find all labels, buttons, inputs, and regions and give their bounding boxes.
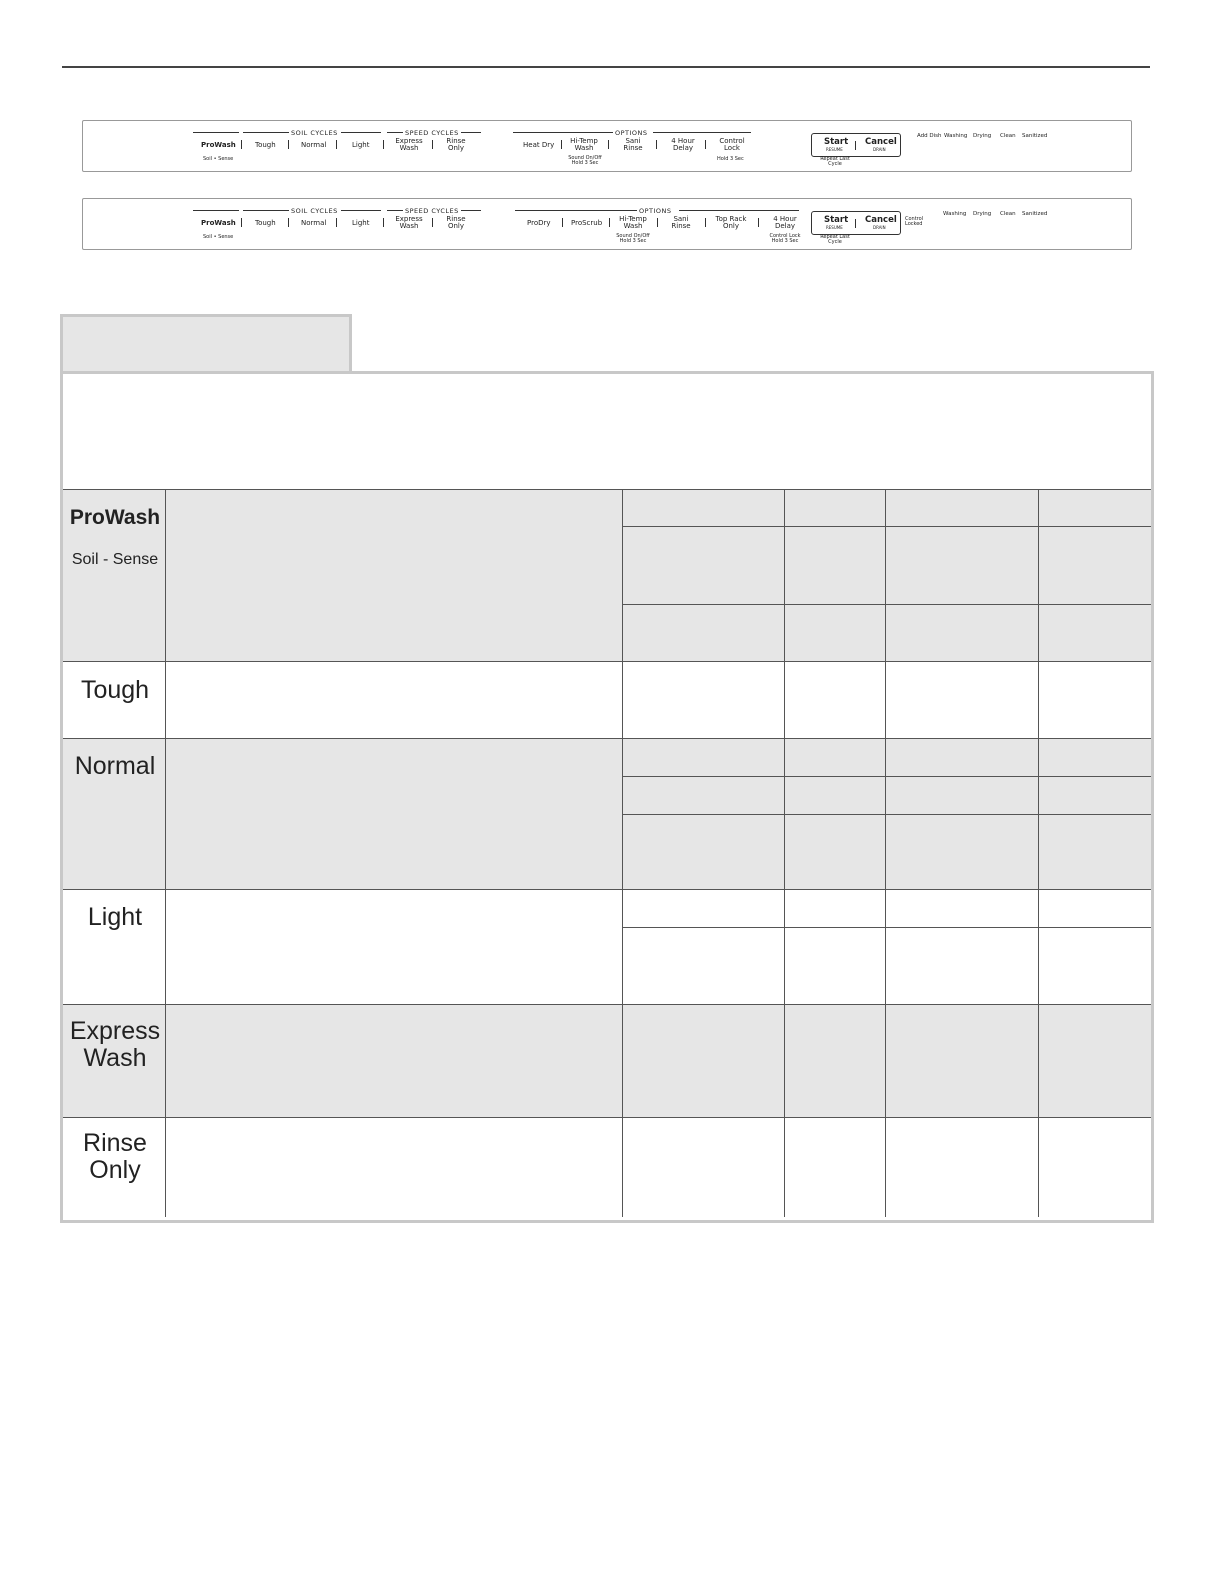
cycle-prowash[interactable]: ProWash	[201, 141, 236, 149]
cycle-rinse-only[interactable]: Rinse Only	[446, 215, 466, 230]
cycle-tough[interactable]: Tough	[255, 141, 276, 149]
cycle-name-rinse-only: Rinse Only	[83, 1129, 147, 1184]
option-4-hour-delay[interactable]: 4 Hour Delay	[671, 137, 695, 152]
control-panel-2	[82, 198, 1132, 250]
soil-cycles-label: SOIL CYCLES	[291, 129, 338, 137]
cycle-name-normal: Normal	[74, 752, 156, 780]
repeat-last-cycle-label: Repeat Last Cycle	[820, 156, 850, 167]
option-hi-temp-wash[interactable]: Hi-Temp Wash	[570, 137, 598, 152]
repeat-last-cycle-label: Repeat Last Cycle	[820, 234, 850, 245]
status-sanitized: Sanitized	[1022, 133, 1048, 139]
cycle-light[interactable]: Light	[352, 219, 370, 227]
option-proscrub[interactable]: ProScrub	[571, 219, 603, 227]
status-drying: Drying	[973, 133, 992, 139]
soil-sense-label: Soil • Sense	[203, 234, 234, 240]
cycle-express-wash[interactable]: Express Wash	[395, 215, 423, 230]
row-express-wash	[63, 1004, 1151, 1117]
start-button[interactable]: Start	[824, 137, 849, 147]
cycle-name-express-wash: Express Wash	[69, 1017, 161, 1072]
sound-hold-label: Sound On/Off Hold 3 Sec	[616, 233, 650, 244]
option-prodry[interactable]: ProDry	[527, 219, 551, 227]
soil-sense-label: Soil • Sense	[203, 156, 234, 162]
row-tough	[63, 661, 1151, 738]
control-lock-hold-label: Control Lock Hold 3 Sec	[769, 233, 801, 244]
cycle-name-prowash: ProWash	[69, 506, 161, 529]
control-lock-hold-label: Hold 3 Sec	[717, 156, 744, 162]
cycle-normal[interactable]: Normal	[301, 141, 327, 149]
status-clean: Clean	[1000, 211, 1016, 217]
status-drying: Drying	[973, 211, 992, 217]
control-panel-1	[82, 120, 1132, 172]
options-label: OPTIONS	[615, 129, 648, 137]
status-sanitized: Sanitized	[1022, 211, 1048, 217]
row-light	[63, 889, 1151, 1004]
start-cancel-buttons	[811, 211, 901, 235]
status-washing: Washing	[943, 211, 967, 217]
cycle-normal[interactable]: Normal	[301, 219, 327, 227]
option-heat-dry[interactable]: Heat Dry	[523, 141, 555, 149]
option-top-rack-only[interactable]: Top Rack Only	[715, 215, 747, 230]
option-control-lock[interactable]: Control Lock	[719, 137, 745, 152]
control-locked-indicator: Control Locked	[905, 216, 924, 227]
drain-label: DRAIN	[873, 225, 886, 230]
cycle-name-light: Light	[87, 903, 143, 931]
cycle-tough[interactable]: Tough	[255, 219, 276, 227]
options-label: OPTIONS	[639, 207, 672, 215]
status-washing: Washing	[944, 133, 968, 139]
speed-cycles-label: SPEED CYCLES	[405, 207, 459, 215]
drain-label: DRAIN	[873, 147, 886, 152]
start-button[interactable]: Start	[824, 215, 849, 225]
cycle-express-wash[interactable]: Express Wash	[395, 137, 423, 152]
row-rinse-only	[63, 1117, 1151, 1217]
resume-label: RESUME	[826, 225, 843, 230]
status-clean: Clean	[1000, 133, 1016, 139]
row-prowash	[63, 489, 1151, 661]
option-sani-rinse[interactable]: Sani Rinse	[623, 137, 643, 152]
sound-hold-label: Sound On/Off Hold 3 Sec	[568, 155, 602, 166]
cycle-sub-soil-sense: Soil - Sense	[71, 551, 159, 568]
soil-cycles-label: SOIL CYCLES	[291, 207, 338, 215]
speed-cycles-label: SPEED CYCLES	[405, 129, 459, 137]
cancel-button[interactable]: Cancel	[865, 137, 897, 147]
start-cancel-buttons	[811, 133, 901, 157]
option-sani-rinse[interactable]: Sani Rinse	[671, 215, 691, 230]
cycle-table	[60, 371, 1154, 1223]
option-hi-temp-wash[interactable]: Hi-Temp Wash	[619, 215, 647, 230]
resume-label: RESUME	[826, 147, 843, 152]
top-rule	[62, 66, 1150, 68]
cancel-button[interactable]: Cancel	[865, 215, 897, 225]
status-add-dish: Add Dish	[917, 133, 942, 139]
cycle-prowash[interactable]: ProWash	[201, 219, 236, 227]
cycle-rinse-only[interactable]: Rinse Only	[446, 137, 466, 152]
cycle-light[interactable]: Light	[352, 141, 370, 149]
cycle-name-tough: Tough	[80, 676, 150, 704]
option-4-hour-delay[interactable]: 4 Hour Delay	[773, 215, 797, 230]
table-tab-header	[60, 314, 352, 373]
